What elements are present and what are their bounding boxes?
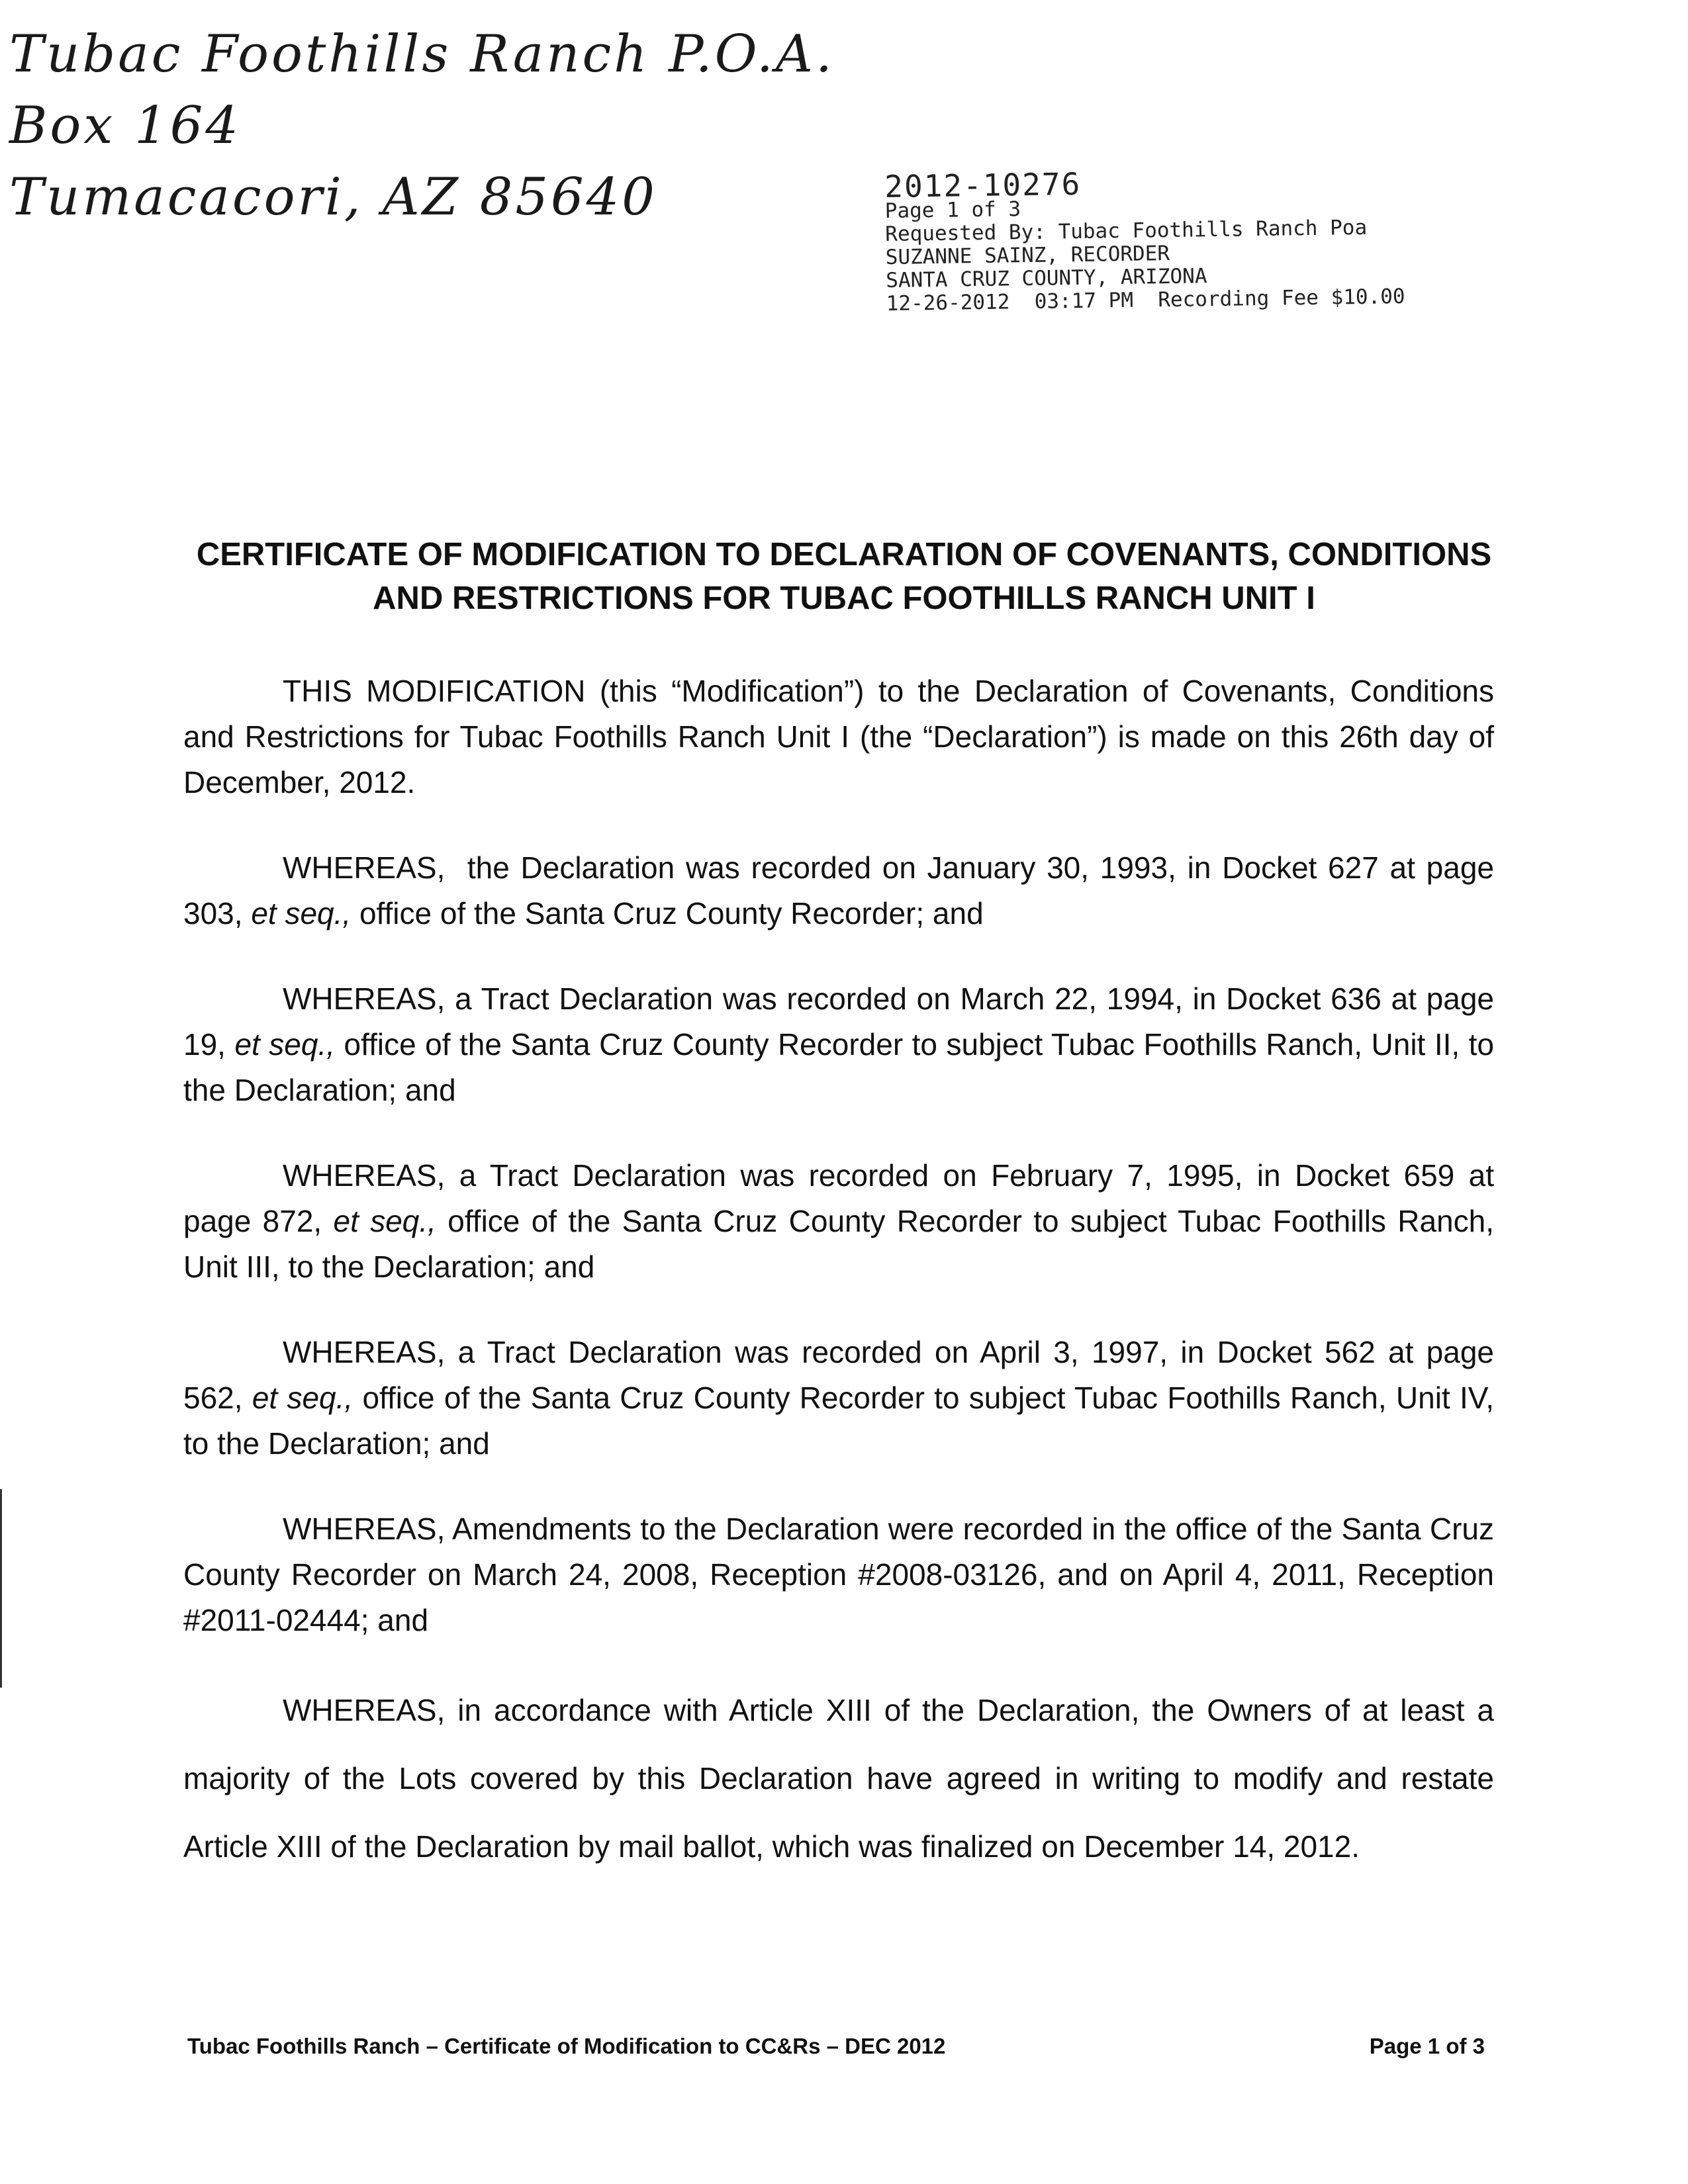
whereas-2-text: WHEREAS, a Tract Declaration was recorded on March 22, 1994, in Docket 636 at page 19, <box>183 981 1494 1062</box>
stamp-county: SANTA CRUZ COUNTY, ARIZONA <box>886 264 1207 293</box>
whereas-3-rest: office of the Santa Cruz County Recorder to subject Tubac Foothills Ranch, Unit III, to the Declaration; and <box>183 1204 1494 1284</box>
handwritten-line-1: Tubac Foothills Ranch P.O.A. <box>9 24 835 84</box>
title-line-1: CERTIFICATE OF MODIFICATION TO DECLARATION OF COVENANTS, CONDITIONS <box>196 537 1492 572</box>
whereas-3-text: WHEREAS, a Tract Declaration was recorded on February 7, 1995, in Docket 659 at page 872, <box>183 1158 1494 1238</box>
whereas-4-text: WHEREAS, a Tract Declaration was recorded on April 3, 1997, in Docket 562 at page 562, <box>183 1335 1494 1415</box>
whereas-4-etseq: et seq., <box>252 1381 353 1415</box>
title-line-2: AND RESTRICTIONS FOR TUBAC FOOTHILLS RANCH UNIT I <box>373 580 1315 616</box>
document-body <box>183 668 1503 1921</box>
recording-stamp <box>884 163 1615 316</box>
stamp-datetime-fee: 12-26-2012 03:17 PM Recording Fee $10.00 <box>886 285 1405 316</box>
paragraph-whereas-4 <box>183 1330 1494 1467</box>
paragraph-whereas-1 <box>183 845 1503 936</box>
paragraph-whereas-5: WHEREAS, Amendments to the Declaration were recorded in the office of the Santa Cruz County Recorder on March 24, 2008, Reception #2008-03126, and on April 4, 2011, Reception #2011-02444; and <box>183 1512 1494 1637</box>
stamp-doc-number: 2012-10276 <box>884 165 1082 205</box>
whereas-3-etseq: et seq., <box>333 1204 436 1238</box>
page-footer <box>187 2034 1485 2059</box>
stamp-requested-by: Requested By: Tubac Foothills Ranch Poa <box>885 215 1368 246</box>
paragraph-whereas-6: WHEREAS, in accordance with Article XIII of the Declaration, the Owners of at least a majority of the Lots covered by this Declaration have agreed in writing to modify and restate Article XIII of the Declaration by mail ballot, which was finalized on December 14, 2012. <box>183 1693 1494 1864</box>
handwritten-line-2: Box 164 <box>9 96 241 156</box>
footer-page-number: Page 1 of 3 <box>1369 2034 1485 2058</box>
paragraph-whereas-2 <box>183 976 1494 1113</box>
whereas-2-etseq: et seq., <box>234 1027 336 1062</box>
stamp-recorder: SUZANNE SAINZ, RECORDER <box>885 241 1170 269</box>
whereas-1-etseq: et seq., <box>251 896 352 931</box>
whereas-4-rest: office of the Santa Cruz County Recorder to subject Tubac Foothills Ranch, Unit IV, to the Declaration; and <box>183 1381 1495 1461</box>
paragraph-whereas-3 <box>183 1153 1494 1290</box>
footer-title: Tubac Foothills Ranch – Certificate of Modification to CC&Rs – DEC 2012 <box>187 2034 946 2058</box>
handwritten-address <box>9 19 835 233</box>
whereas-1-text: WHEREAS, the Declaration was recorded on January 30, 1993, in Docket 627 at page 303, <box>183 850 1503 931</box>
whereas-1-rest: office of the Santa Cruz County Recorder; and <box>359 896 984 931</box>
paragraph-modification: THIS MODIFICATION (this “Modification”) to the Declaration of Covenants, Conditions and Restrictions for Tubac Foothills Ranch Unit I (the “Declaration”) is made on this 26th day of December, 2012. <box>183 674 1494 799</box>
stamp-page: Page 1 of 3 <box>884 197 1021 223</box>
scan-edge-mark <box>0 1489 2 1688</box>
whereas-2-rest: office of the Santa Cruz County Recorder to subject Tubac Foothills Ranch, Unit II, to the Declaration; and <box>183 1027 1495 1107</box>
handwritten-line-3: Tumacacori, AZ 85640 <box>9 167 657 227</box>
document-title <box>132 533 1556 620</box>
